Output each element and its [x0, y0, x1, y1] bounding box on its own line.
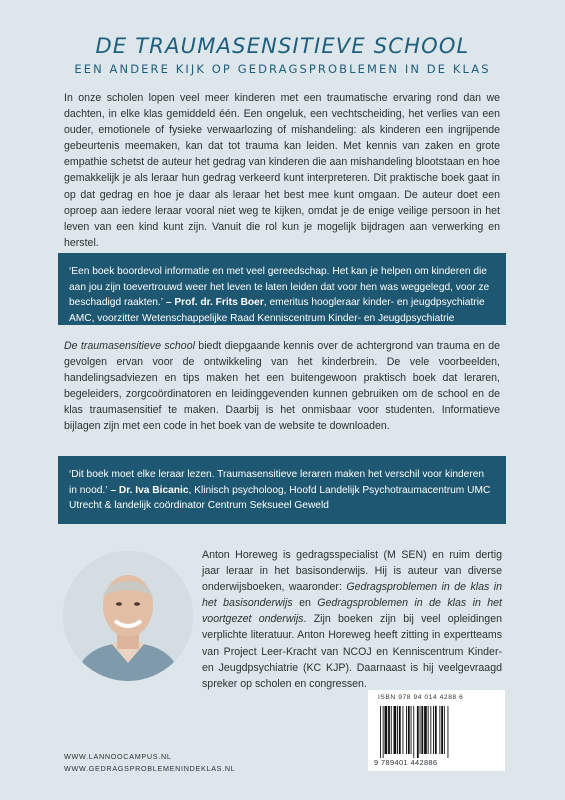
- barcode-bar: [433, 706, 434, 754]
- quote-box-frits-boer: [58, 253, 506, 325]
- barcode-bar: [383, 706, 384, 758]
- quote-author: – Dr. Iva Bicanic: [107, 484, 189, 496]
- barcode-bar: [441, 706, 443, 754]
- barcode-bar: [408, 706, 410, 754]
- barcode-bar: [411, 706, 412, 754]
- author-photo: [63, 551, 193, 681]
- barcode-bar: [406, 706, 407, 754]
- quote-box-iva-bicanic: [58, 456, 506, 524]
- barcode-bar: [399, 706, 401, 754]
- barcode-bar: [417, 706, 419, 758]
- barcode-bar: [435, 706, 437, 754]
- barcode-bar: [428, 706, 429, 754]
- barcode-bar: [388, 706, 390, 754]
- isbn-label: ISBN 978 94 014 4288 6: [378, 694, 464, 701]
- book-title: DE TRAUMASENSITIEVE SCHOOL: [95, 34, 470, 58]
- barcode-bar: [385, 706, 388, 754]
- quote-author: – Prof. dr. Frits Boer: [163, 297, 264, 309]
- barcode-number: 9 789401 442886: [374, 758, 438, 767]
- quote-author-role: , Klinisch psycholoog, Hoofd Landelijk Psychotraumacentrum UMC Utrecht & landelijk coördinator Centrum Seksueel Geweld: [69, 484, 491, 512]
- barcode-bar: [421, 706, 423, 754]
- bio-text: en: [292, 597, 318, 610]
- footer-urls: [64, 751, 235, 775]
- quote-text: ‘Een boek boordevol informatie en met veel gereedschap. Het kan je helpen om kinderen die aan jou zijn toevertrouwd weer het leven te laten leiden dat voor hen was weggelegd, voor ze beschadigd raakten.’: [69, 266, 490, 309]
- bio-text: . Zijn boeken zijn bij veel opleidingen verplichte literatuur. Anton Horeweg heeft zitting in expertteams van Project Leer-Kracht van NCOJ en Kenniscentrum Kinder- en Jeugdpsychiatrie (KC KJP). Daarnaast is hij veelgevraagd spreker op scholen en congressen.: [202, 613, 502, 690]
- book-subtitle: EEN ANDERE KIJK OP GEDRAGSPROBLEMEN IN DE KLAS: [74, 62, 491, 76]
- bio-book-title: Gedragsproblemen in de klas in het voortgezet onderwijs: [202, 597, 502, 626]
- barcode-bar: [380, 706, 381, 758]
- barcode-bar: [394, 706, 397, 754]
- barcode-bar: [430, 706, 431, 754]
- author-portrait-image: [63, 551, 193, 681]
- barcode-bar: [444, 706, 445, 754]
- intro-paragraph: In onze scholen lopen veel meer kinderen met een traumatische ervaring rond dan we dachten, in elke klas gemiddeld één. Een ongeluk, een vechtscheiding, het verlies van een ouder, emotionele of fysieke verwaarlozing of mishandeling: als kinderen een ingrijpende gebeurtenis meemaken, kan dat tot trauma kan leiden. Met kennis van zaken en grote empathie schetst de auteur het gedrag van kinderen die aan mishandeling blootstaan en hoe gemakkelijk je als leraar hun gedrag verkeerd kunt interpreteren. Dit praktische boek gaat in op dat gedrag en hoe je daar als leraar het best mee kunt omgaan. De auteur doet een oproep aan iedere leraar vooral niet weg te kijken, omdat je de enige veilige persoon in het leven van een kind kunt zijn. Vanuit die rol kun je mogelijk bijdragen aan verwerking en herstel.: [64, 92, 500, 249]
- publisher-url[interactable]: WWW.LANNOOCAMPUS.NL: [64, 752, 172, 761]
- bio-book-title: Gedragsproblemen in de klas in het basisonderwijs: [202, 581, 503, 610]
- description-book-title: De traumasensitieve school: [64, 340, 195, 352]
- barcode-bar: [424, 706, 427, 754]
- barcode-bar: [413, 706, 414, 758]
- barcode: [368, 690, 505, 771]
- barcode-bar: [397, 706, 398, 754]
- barcode-bar: [420, 706, 421, 754]
- author-bio: [202, 547, 502, 692]
- barcode-bar: [391, 706, 392, 754]
- barcode-bar: [403, 706, 404, 754]
- quote-author-role: , emeritus hoogleraar kinder- en jeugdpsychiatrie AMC, voorzitter Wetenschappelijke Raad Kenniscentrum Kinder- en Jeugdpsychiatrie: [69, 297, 485, 324]
- barcode-bar: [448, 706, 449, 758]
- bio-text: Anton Horeweg is gedragsspecialist (M SEN) en ruim dertig jaar leraar in het basisonderwijs. Hij is auteur van diverse onderwijsboeken, waaronder:: [202, 549, 502, 594]
- barcode-bar: [439, 706, 440, 754]
- quote-text: ‘Dit boek moet elke leraar lezen. Traumasensitieve leraren maken het verschil voor kinderen in nood.’: [69, 469, 485, 496]
- book-website-url[interactable]: WWW.GEDRAGSPROBLEMENINDEKLAS.NL: [64, 764, 236, 773]
- description-paragraph: [64, 338, 500, 435]
- description-text: biedt diepgaande kennis over de achtergrond van trauma en de gevolgen ervan voor de ontwikkeling van het kinderbrein. De vele voorbeelden, handelingsadviezen en tips maken het een buitengewoon praktisch boek dat leraren, begeleiders, zorgcoördinatoren en leidinggevenden kunnen gebruiken om de school en de klas traumasensitief te maken. Daarbij is het onmisbaar voor studenten. Informatieve bijlagen zijn met een code in het boek van de website te downloaden.: [64, 340, 500, 433]
